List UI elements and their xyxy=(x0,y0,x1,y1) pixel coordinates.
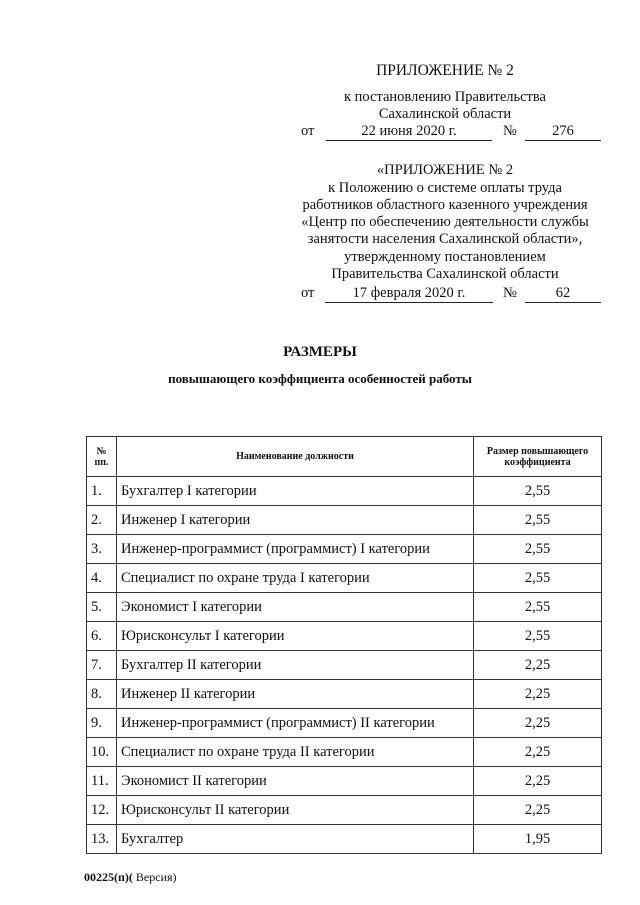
inner-appendix-line-1: к Положению о системе оплаты труда xyxy=(328,180,562,196)
row-number: 1. xyxy=(87,477,117,506)
table-row xyxy=(87,593,602,622)
inner-appendix-number-label: № xyxy=(503,285,517,301)
row-number: 7. xyxy=(87,651,117,680)
table-row xyxy=(87,796,602,825)
row-number: 10. xyxy=(87,738,117,767)
row-coefficient: 2,25 xyxy=(474,651,602,680)
row-number: 13. xyxy=(87,825,117,854)
row-coefficient: 2,55 xyxy=(474,564,602,593)
row-position: Бухгалтер II категории xyxy=(117,651,474,680)
header-position-name: Наименование должности xyxy=(117,437,474,477)
appendix-title: ПРИЛОЖЕНИЕ № 2 xyxy=(376,62,514,79)
table-row xyxy=(87,564,602,593)
coefficient-table xyxy=(86,436,602,854)
row-number: 6. xyxy=(87,622,117,651)
document-subtitle: повышающего коэффициента особенностей работы xyxy=(168,371,472,386)
inner-appendix-title: «ПРИЛОЖЕНИЕ № 2 xyxy=(376,162,514,178)
row-coefficient: 2,25 xyxy=(474,680,602,709)
row-position: Инженер II категории xyxy=(117,680,474,709)
header-coefficient: Размер повышающего коэффициента xyxy=(474,437,602,477)
row-coefficient: 2,25 xyxy=(474,738,602,767)
appendix-line-1: к постановлению Правительства xyxy=(344,89,546,105)
table-row xyxy=(87,622,602,651)
row-number: 2. xyxy=(87,506,117,535)
inner-appendix-line-5: утвержденному постановлением xyxy=(344,249,546,265)
row-coefficient: 2,55 xyxy=(474,622,602,651)
table-row xyxy=(87,709,602,738)
table-row xyxy=(87,825,602,854)
row-number: 11. xyxy=(87,767,117,796)
inner-appendix-line-2: работников областного казенного учреждения xyxy=(302,197,588,213)
document-code: 00225(п)( Версия) xyxy=(84,870,177,884)
appendix-date: 22 июня 2020 г. xyxy=(326,123,492,141)
row-number: 8. xyxy=(87,680,117,709)
inner-appendix-line-4: занятости населения Сахалинской области», xyxy=(307,231,583,247)
table-row xyxy=(87,651,602,680)
row-position: Бухгалтер xyxy=(117,825,474,854)
table-row xyxy=(87,506,602,535)
row-coefficient: 2,55 xyxy=(474,477,602,506)
inner-appendix-number: 62 xyxy=(525,285,601,303)
appendix-ot-label: от xyxy=(301,123,315,139)
row-position: Экономист I категории xyxy=(117,593,474,622)
row-coefficient: 2,25 xyxy=(474,796,602,825)
row-number: 5. xyxy=(87,593,117,622)
row-coefficient: 2,55 xyxy=(474,506,602,535)
appendix-number-label: № xyxy=(503,123,517,139)
table-header-row xyxy=(87,437,602,477)
inner-appendix-line-3: «Центр по обеспечению деятельности службы xyxy=(301,214,589,230)
row-position: Специалист по охране труда I категории xyxy=(117,564,474,593)
row-coefficient: 2,25 xyxy=(474,767,602,796)
table-row xyxy=(87,767,602,796)
row-coefficient: 2,25 xyxy=(474,709,602,738)
row-number: 4. xyxy=(87,564,117,593)
row-position: Юрисконсульт I категории xyxy=(117,622,474,651)
table-row xyxy=(87,477,602,506)
table-row xyxy=(87,680,602,709)
row-position: Инженер-программист (программист) II категории xyxy=(117,709,474,738)
document-title: РАЗМЕРЫ xyxy=(283,344,357,360)
row-number: 12. xyxy=(87,796,117,825)
table-row xyxy=(87,738,602,767)
row-position: Инженер I категории xyxy=(117,506,474,535)
header-number: № пп. xyxy=(87,437,117,477)
row-coefficient: 2,55 xyxy=(474,593,602,622)
row-number: 9. xyxy=(87,709,117,738)
inner-appendix-date: 17 февраля 2020 г. xyxy=(325,285,493,303)
row-position: Юрисконсульт II категории xyxy=(117,796,474,825)
row-position: Инженер-программист (программист) I категории xyxy=(117,535,474,564)
appendix-number: 276 xyxy=(525,123,601,141)
row-position: Экономист II категории xyxy=(117,767,474,796)
appendix-line-2: Сахалинской области xyxy=(378,106,512,122)
row-position: Бухгалтер I категории xyxy=(117,477,474,506)
row-coefficient: 1,95 xyxy=(474,825,602,854)
row-position: Специалист по охране труда II категории xyxy=(117,738,474,767)
row-number: 3. xyxy=(87,535,117,564)
inner-appendix-line-6: Правительства Сахалинской области xyxy=(331,266,559,282)
inner-appendix-ot-label: от xyxy=(301,285,315,301)
row-coefficient: 2,55 xyxy=(474,535,602,564)
table-row xyxy=(87,535,602,564)
